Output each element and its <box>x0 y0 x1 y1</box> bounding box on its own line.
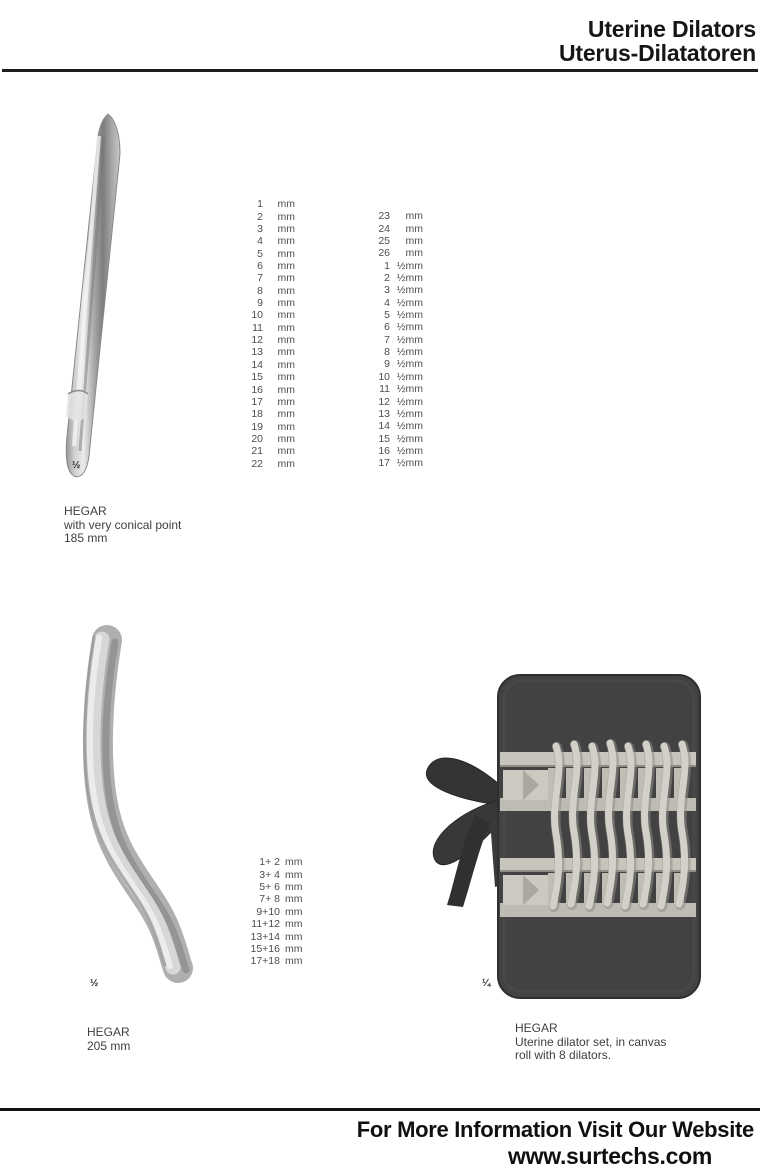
size-unit: mm <box>285 905 303 918</box>
size-unit: mm <box>277 395 295 408</box>
scale-fraction-label: ½ <box>72 460 81 471</box>
size-value: 3 <box>384 284 390 297</box>
product-length: 205 mm <box>87 1038 131 1053</box>
size-row <box>345 222 423 234</box>
size-unit: mm <box>277 371 295 384</box>
size-unit: ½mm <box>396 457 423 470</box>
size-row <box>345 395 423 407</box>
size-row <box>225 334 295 346</box>
size-unit: mm <box>277 297 295 310</box>
size-row <box>345 457 423 469</box>
size-unit: ½mm <box>396 358 423 371</box>
size-value: 1 <box>384 259 390 272</box>
dilator-bevel <box>66 390 88 421</box>
size-unit: mm <box>277 259 295 272</box>
straight-dilator-photo <box>52 106 142 486</box>
size-unit: mm <box>285 942 303 955</box>
size-row <box>345 334 423 346</box>
size-row <box>345 309 423 321</box>
size-row <box>345 408 423 420</box>
scale-fraction-label: ½ <box>90 978 99 989</box>
size-value: 9+10 <box>256 905 280 918</box>
page-title-german: Uterus-Dilatatoren <box>558 40 756 66</box>
product-name: HEGAR <box>64 504 107 518</box>
size-row <box>225 247 295 259</box>
footer-info-text: For More Information Visit Our Website <box>356 1117 754 1142</box>
size-value: 13+14 <box>250 930 280 943</box>
size-unit: mm <box>277 433 295 445</box>
size-unit: mm <box>277 334 295 347</box>
size-row <box>345 247 423 259</box>
size-row <box>345 210 423 222</box>
size-unit: mm <box>277 445 295 458</box>
size-row <box>236 955 307 967</box>
size-unit: ½mm <box>396 420 423 433</box>
size-value: 15 <box>251 371 263 384</box>
size-value: 10 <box>251 309 263 322</box>
size-value: 1 <box>257 198 263 211</box>
size-unit: ½mm <box>396 296 423 309</box>
size-unit: mm <box>405 210 423 223</box>
size-value: 14 <box>251 358 263 371</box>
size-row <box>225 420 295 432</box>
size-unit: mm <box>277 222 295 235</box>
size-row <box>236 856 307 868</box>
size-row <box>225 458 295 470</box>
size-row <box>225 309 295 321</box>
size-value: 19 <box>251 420 263 433</box>
size-value: 13 <box>251 346 263 359</box>
size-row <box>225 297 295 309</box>
size-row <box>225 396 295 408</box>
size-value: 23 <box>378 210 390 223</box>
product-description-line1: Uterine dilator set, in canvas <box>515 1034 667 1049</box>
size-row <box>225 198 295 210</box>
size-unit: ½mm <box>396 271 423 284</box>
product-name: HEGAR <box>515 1021 558 1035</box>
size-value: 17 <box>378 457 390 470</box>
size-row <box>225 445 295 457</box>
size-value: 22 <box>251 457 263 470</box>
size-value: 7 <box>257 272 263 285</box>
size-unit: ½mm <box>396 407 423 420</box>
size-unit: ½mm <box>396 309 423 322</box>
size-row <box>236 893 307 905</box>
size-row <box>345 235 423 247</box>
size-row <box>225 408 295 420</box>
size-unit: mm <box>285 856 303 869</box>
size-value: 18 <box>251 408 263 421</box>
size-value: 2 <box>384 271 390 284</box>
size-row <box>345 272 423 284</box>
size-unit: mm <box>277 198 295 211</box>
size-row <box>225 346 295 358</box>
size-value: 11 <box>252 321 263 334</box>
size-value: 7 <box>384 333 390 346</box>
size-value: 14 <box>378 420 390 433</box>
size-row <box>345 297 423 309</box>
size-unit: mm <box>277 247 295 260</box>
size-value: 9 <box>384 358 390 371</box>
size-value: 6 <box>384 321 390 334</box>
size-row <box>345 371 423 383</box>
size-row <box>345 259 423 271</box>
size-unit: ½mm <box>396 432 423 445</box>
size-unit: mm <box>285 880 303 893</box>
size-row <box>345 346 423 358</box>
size-unit: ½mm <box>396 321 423 334</box>
scale-fraction-label: ¼ <box>482 978 491 989</box>
size-unit: mm <box>405 247 423 260</box>
product-name: HEGAR <box>87 1025 130 1039</box>
canvas-roll-set-photo <box>405 655 710 1005</box>
size-list-column-2 <box>345 210 423 470</box>
size-row <box>225 285 295 297</box>
size-value: 1+ 2 <box>259 856 280 869</box>
size-value: 9 <box>257 297 263 310</box>
size-value: 8 <box>257 284 263 297</box>
curved-dilator-photo <box>55 624 205 1000</box>
size-unit: ½mm <box>396 259 423 272</box>
size-unit: mm <box>405 234 423 247</box>
page-title-english: Uterine Dilators <box>587 16 756 42</box>
footer-website-text: www.surtechs.com <box>508 1143 712 1169</box>
header-divider-line <box>2 69 758 72</box>
size-value: 17+18 <box>250 955 280 968</box>
product-description: with very conical point <box>64 517 182 532</box>
size-value: 11+12 <box>251 918 280 931</box>
size-value: 10 <box>378 370 390 383</box>
size-row <box>236 906 307 918</box>
size-value: 21 <box>251 445 263 458</box>
size-row <box>225 260 295 272</box>
size-row <box>225 371 295 383</box>
size-unit: ½mm <box>396 346 423 359</box>
size-unit: mm <box>277 284 295 297</box>
size-unit: mm <box>285 893 303 906</box>
size-value: 13 <box>378 407 390 420</box>
size-unit: mm <box>277 321 295 334</box>
size-value: 7+ 8 <box>259 893 280 906</box>
size-list-pairs <box>236 856 307 968</box>
size-unit: mm <box>277 358 295 371</box>
size-value: 17 <box>251 395 263 408</box>
size-unit: mm <box>277 383 295 396</box>
footer-divider-line <box>0 1108 760 1111</box>
size-row <box>345 321 423 333</box>
size-row <box>236 918 307 930</box>
size-value: 16 <box>251 383 263 396</box>
size-value: 15 <box>378 432 390 445</box>
size-unit: ½mm <box>396 370 423 383</box>
size-unit: mm <box>277 309 295 322</box>
size-row <box>225 359 295 371</box>
size-row <box>225 235 295 247</box>
product-description-line2: roll with 8 dilators. <box>515 1048 612 1062</box>
size-value: 4 <box>384 296 390 309</box>
size-row <box>225 433 295 445</box>
size-value: 5+ 6 <box>259 880 280 893</box>
size-value: 16 <box>378 445 390 457</box>
size-unit: mm <box>277 457 295 470</box>
size-unit: ½mm <box>396 284 423 297</box>
product-caption <box>64 505 181 546</box>
size-value: 24 <box>378 222 390 235</box>
size-unit: mm <box>285 930 303 943</box>
size-value: 26 <box>378 247 390 260</box>
size-row <box>225 383 295 395</box>
product-caption <box>515 1022 666 1063</box>
size-row <box>345 420 423 432</box>
size-value: 3 <box>257 222 263 235</box>
size-value: 2 <box>257 210 263 223</box>
size-unit: mm <box>285 918 303 931</box>
size-value: 8 <box>384 346 390 359</box>
size-value: 20 <box>251 433 263 445</box>
size-unit: ½mm <box>396 395 423 408</box>
size-row <box>345 383 423 395</box>
size-unit: mm <box>405 222 423 235</box>
size-value: 5 <box>257 247 263 260</box>
size-value: 5 <box>384 309 390 322</box>
size-value: 25 <box>378 234 390 247</box>
size-value: 12 <box>251 334 263 347</box>
size-value: 12 <box>378 395 390 408</box>
size-value: 6 <box>257 259 263 272</box>
size-value: 11 <box>379 383 390 396</box>
size-row <box>236 943 307 955</box>
product-length: 185 mm <box>64 531 108 545</box>
size-value: 4 <box>257 235 263 248</box>
size-unit: ½mm <box>396 445 423 457</box>
size-row <box>345 358 423 370</box>
size-value: 15+16 <box>250 942 280 955</box>
size-row <box>236 868 307 880</box>
size-row <box>225 272 295 284</box>
size-unit: mm <box>285 868 303 881</box>
size-row <box>236 881 307 893</box>
size-unit: mm <box>277 408 295 421</box>
size-list-column-1 <box>225 198 295 470</box>
size-row <box>345 284 423 296</box>
product-caption <box>87 1026 130 1053</box>
size-unit: mm <box>277 272 295 285</box>
size-unit: mm <box>277 346 295 359</box>
size-unit: ½mm <box>396 383 423 396</box>
size-unit: mm <box>277 235 295 248</box>
page-title <box>559 17 756 65</box>
size-row <box>345 432 423 444</box>
size-row <box>225 223 295 235</box>
size-row <box>236 930 307 942</box>
size-row <box>345 445 423 457</box>
size-unit: mm <box>277 210 295 223</box>
size-unit: mm <box>277 420 295 433</box>
ribbon-tie <box>426 758 508 907</box>
size-row <box>225 210 295 222</box>
size-unit: mm <box>285 955 303 968</box>
size-unit: ½mm <box>396 333 423 346</box>
size-value: 3+ 4 <box>259 868 280 881</box>
size-row <box>225 322 295 334</box>
